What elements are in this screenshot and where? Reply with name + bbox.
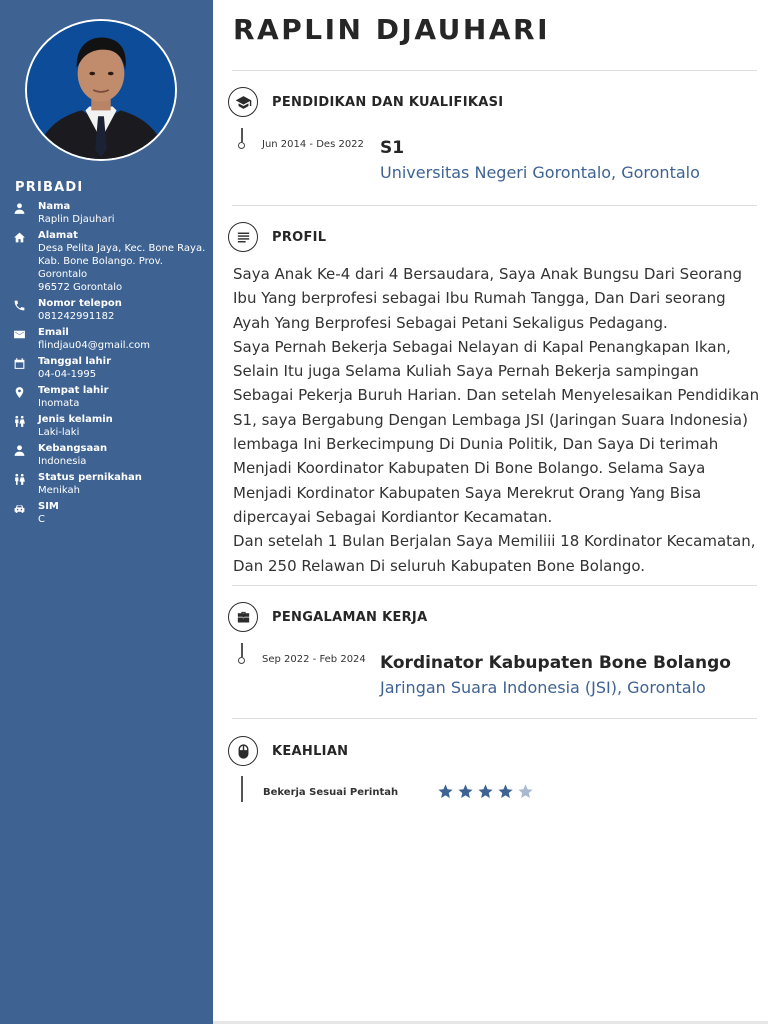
experience-company: Jaringan Suara Indonesia (JSI), Gorontalo [380,678,706,697]
email-icon [13,328,26,341]
sidebar-section-title: PRIBADI [15,180,84,195]
skills-section-title: KEAHLIAN [272,743,349,759]
star-filled-icon [477,783,494,800]
info-label: Jenis kelamin [38,414,113,425]
info-label: Nama [38,201,71,212]
timeline-line [241,643,243,657]
profile-photo-image [27,21,175,159]
star-filled-icon [457,783,474,800]
info-item-email [12,327,208,352]
divider [232,585,757,586]
info-value: 04-04-1995 [38,369,97,380]
briefcase-icon [228,602,258,632]
info-value: Gorontalo [38,269,88,280]
info-item-alamat [12,230,208,294]
divider [232,718,757,719]
star-filled-icon [497,783,514,800]
info-value: C [38,514,45,525]
mouse-icon [228,736,258,766]
car-icon [13,502,26,515]
divider [232,70,757,71]
info-label: Kebangsaan [38,443,108,454]
timeline-dot [238,657,245,664]
gender-icon [13,415,26,428]
info-item-tempat-lahir [12,385,208,410]
person-icon [13,202,26,215]
profile-paragraph: Saya Pernah Bekerja Sebagai Nelayan di Kapal Penangkapan Ikan, Selain Itu juga Selama Kuliah Saya Pernah Bekerja sampingan Sebagai Pekerja Buruh Harian. Dan setelah Menyelesaikan Pendidikan S1, saya Bergabung Dengan Lembaga JSI (Jaringan Suara Indonesia) lembaga Ini Berkecimpung Di Dunia Politik, Dan Saya Di terimah Menjadi Koordinator Kabupaten Di Bone Bolango. Selama Saya Menjadi Kordinator Kabupaten Saya Merekrut Orang Yang Bisa dipercayai Sebagai Kordiantor Kecamatan. [233,337,760,526]
phone-icon [13,299,26,312]
info-value: Indonesia [38,456,87,467]
profile-section-title: PROFIL [272,229,327,245]
info-label: SIM [38,501,59,512]
experience-section-header [228,602,427,632]
info-label: Alamat [38,230,78,241]
info-label: Status pernikahan [38,472,142,483]
education-degree: S1 [380,138,405,158]
person-name: RAPLIN DJAUHARI [233,13,550,46]
timeline-line [241,128,243,142]
info-label: Nomor telepon [38,298,122,309]
info-item-nama [12,201,208,226]
star-filled-icon [437,783,454,800]
timeline-line [241,776,243,802]
experience-date: Sep 2022 - Feb 2024 [262,654,366,665]
skills-section-header [228,736,348,766]
experience-section-title: PENGALAMAN KERJA [272,609,428,625]
info-value: Menikah [38,485,80,496]
experience-position: Kordinator Kabupaten Bone Bolango [380,653,731,673]
info-label: Email [38,327,69,338]
couple-icon [13,473,26,486]
info-label: Tempat lahir [38,385,109,396]
main-content [213,0,768,1024]
home-icon [13,231,26,244]
info-value: Desa Pelita Jaya, Kec. Bone Raya. [38,243,206,254]
info-label: Tanggal lahir [38,356,112,367]
personal-info-list [12,201,208,530]
info-item-kebangsaan [12,443,208,468]
info-item-nomor-telepon [12,298,208,323]
education-institution: Universitas Negeri Gorontalo, Gorontalo [380,163,700,182]
skill-rating [437,783,534,800]
timeline-dot [238,142,245,149]
person-icon [13,444,26,457]
info-item-tanggal-lahir [12,356,208,381]
info-value: 081242991182 [38,311,115,322]
sidebar [0,0,213,1024]
info-item-jenis-kelamin [12,414,208,439]
profile-text [233,262,763,578]
star-empty-icon [517,783,534,800]
info-item-sim [12,501,208,526]
info-value: Kab. Bone Bolango. Prov. [38,256,163,267]
divider [232,205,757,206]
info-value: 96572 Gorontalo [38,282,123,293]
education-date: Jun 2014 - Des 2022 [262,139,364,150]
graduation-cap-icon [228,87,258,117]
profile-paragraph: Dan setelah 1 Bulan Berjalan Saya Memiliii 18 Kordinator Kecamatan, Dan 250 Relawan Di seluruh Kabupaten Bone Bolango. [233,532,756,575]
profile-section-header [228,222,326,252]
calendar-icon [13,357,26,370]
profile-paragraph: Saya Anak Ke-4 dari 4 Bersaudara, Saya Anak Bungsu Dari Seorang Ibu Yang berprofesi sebagai Ibu Rumah Tangga, Dan Dari seorang Ayah Yang Berprofesi Sebagai Petani Sekaligus Pedagang. [233,265,742,332]
skill-name: Bekerja Sesuai Perintah [263,787,399,798]
profile-photo [25,19,177,161]
location-pin-icon [13,386,26,399]
info-value: Raplin Djauhari [38,214,115,225]
education-section-header [228,87,503,117]
info-value: Inomata [38,398,80,409]
document-lines-icon [228,222,258,252]
education-section-title: PENDIDIKAN DAN KUALIFIKASI [272,94,504,110]
info-item-status-pernikahan [12,472,208,497]
info-value: flindjau04@gmail.com [38,340,151,351]
info-value: Laki-laki [38,427,80,438]
